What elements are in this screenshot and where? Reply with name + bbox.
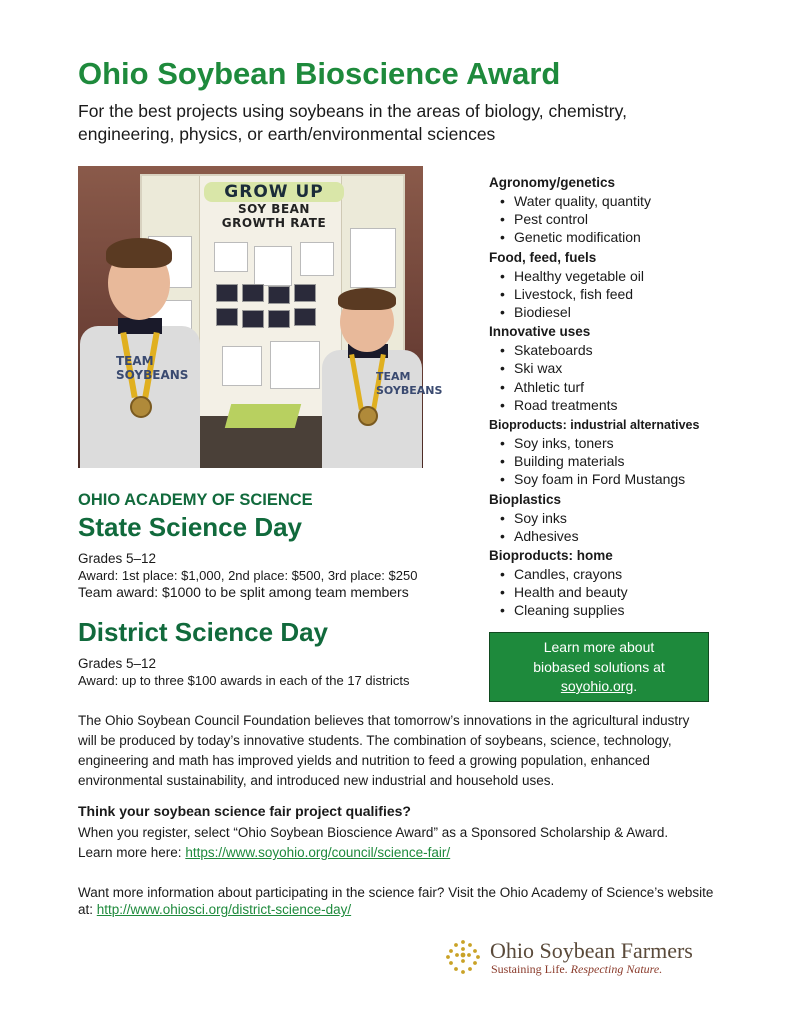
qualify-text <box>78 823 698 863</box>
logo-dot <box>461 953 466 958</box>
topic-items <box>500 341 729 414</box>
topic-item: • Candles, crayons <box>500 565 729 583</box>
cta-line-1: Learn more about <box>543 639 655 655</box>
logo-dot <box>454 967 458 971</box>
logo-dot <box>461 970 465 974</box>
board-line-1: GROW UP <box>204 182 344 202</box>
topic-items <box>500 192 729 247</box>
topic-item: • Cleaning supplies <box>500 601 729 619</box>
topic-item: • Healthy vegetable oil <box>500 267 729 285</box>
board-line-2: SOY BEAN <box>238 202 310 216</box>
qualify-heading: Think your soybean science fair project qualifies? <box>78 803 411 819</box>
topic-item: • Health and beauty <box>500 583 729 601</box>
district-science-day-heading: District Science Day <box>78 617 329 647</box>
topic-item: • Road treatments <box>500 396 729 414</box>
logo-dot <box>461 947 465 951</box>
state-details <box>78 551 417 601</box>
topic-items <box>500 565 729 620</box>
topic-item: • Soy inks, toners <box>500 434 729 452</box>
district-science-day-link[interactable]: http://www.ohiosci.org/district-science-day/ <box>96 902 352 917</box>
logo-dot <box>446 955 450 959</box>
district-details <box>78 656 409 689</box>
foundation-paragraph: The Ohio Soybean Council Foundation believes that tomorrow’s innovations in the agricultural industry will be produced by today’s innovative students. The combination of soybeans, science, technology, engineering and math has improved yields and nutrition to feed a growing population, enhanced environmental sustainability, and introduced new industrial and household uses. <box>78 713 690 788</box>
logo-dot <box>476 955 480 959</box>
topic-item: • Skateboards <box>500 341 729 359</box>
topic-item: • Soy inks <box>500 509 729 527</box>
board-line-3: GROWTH RATE <box>221 216 327 230</box>
logo-dot <box>455 953 459 957</box>
state-team-award: Team award: $1000 to be split among team members <box>78 584 409 600</box>
student-left <box>78 236 218 468</box>
cta-line-2: biobased solutions at <box>533 658 665 675</box>
district-grades: Grades 5–12 <box>78 656 157 671</box>
student-right <box>318 288 443 468</box>
topic-item: • Building materials <box>500 452 729 470</box>
topic-item: • Athletic turf <box>500 378 729 396</box>
more-info-body: Want more information about participating in the science fair? Visit the Ohio Academy of Science’s website at: <box>78 885 714 917</box>
shirt-text-left: TEAM SOYBEANS <box>116 354 189 382</box>
more-info-text <box>78 884 718 918</box>
logo-dot <box>454 943 458 947</box>
shirt-text-right: TEAM SOYBEANS <box>376 370 443 397</box>
topic-category: Innovative uses <box>489 324 591 340</box>
soybean-dots-icon <box>444 938 482 976</box>
logo-dot <box>449 949 453 953</box>
topic-items <box>500 267 729 322</box>
soyohio-link[interactable]: soyohio.org <box>560 678 634 694</box>
logo-dot <box>468 943 472 947</box>
topic-category: Agronomy/genetics <box>489 175 616 190</box>
logo-dot <box>461 940 465 944</box>
learn-more-box <box>489 632 709 702</box>
ohio-soybean-farmers-logo <box>444 936 724 980</box>
logo-name: Ohio Soybean Farmers <box>490 938 693 963</box>
logo-tagline <box>491 962 662 977</box>
logo-dot <box>473 949 477 953</box>
state-grades: Grades 5–12 <box>78 551 157 566</box>
topic-item: • Water quality, quantity <box>500 192 729 210</box>
logo-dot <box>449 961 453 965</box>
topic-items <box>500 509 729 545</box>
topic-item: • Soy foam in Ford Mustangs <box>500 470 729 488</box>
topic-category: Bioplastics <box>489 491 562 507</box>
topic-item: • Biodiesel <box>500 303 729 321</box>
logo-dot <box>467 953 471 957</box>
logo-tagline-2: Respecting Nature. <box>570 962 663 976</box>
qualify-text-body: When you register, select “Ohio Soybean Bioscience Award” as a Sponsored Scholarship & Award. Learn more here: <box>78 825 669 860</box>
topic-item: • Pest control <box>500 210 729 228</box>
topic-item: • Livestock, fish feed <box>500 285 729 303</box>
cta-suffix: . <box>633 678 638 694</box>
board-heading <box>204 182 344 230</box>
logo-dot <box>461 959 465 963</box>
science-fair-link[interactable]: https://www.soyohio.org/council/science-fair/ <box>185 845 451 860</box>
state-org-label: OHIO ACADEMY OF SCIENCE <box>78 491 313 509</box>
topic-category: Bioproducts: industrial alternatives <box>489 418 700 433</box>
topic-category: Food, feed, fuels <box>489 249 597 265</box>
topic-item: • Ski wax <box>500 359 729 377</box>
logo-tagline-1: Sustaining Life. <box>491 962 568 976</box>
district-award: Award: up to three $100 awards in each of the 17 districts <box>78 672 410 688</box>
state-award: Award: 1st place: $1,000, 2nd place: $500, 3rd place: $250 <box>78 567 418 583</box>
state-science-day-heading: State Science Day <box>78 512 303 542</box>
page-subtitle: For the best projects using soybeans in the areas of biology, chemistry, engineering, physics, or earth/environmental sciences <box>78 101 627 144</box>
topic-items <box>500 434 729 489</box>
logo-dot <box>473 961 477 965</box>
topic-item: • Genetic modification <box>500 228 729 246</box>
science-fair-photo <box>78 166 443 468</box>
logo-dot <box>468 967 472 971</box>
topic-category: Bioproducts: home <box>489 548 613 564</box>
page-title: Ohio Soybean Bioscience Award <box>78 56 561 91</box>
topic-item: • Adhesives <box>500 527 729 545</box>
topics-list <box>489 174 729 620</box>
